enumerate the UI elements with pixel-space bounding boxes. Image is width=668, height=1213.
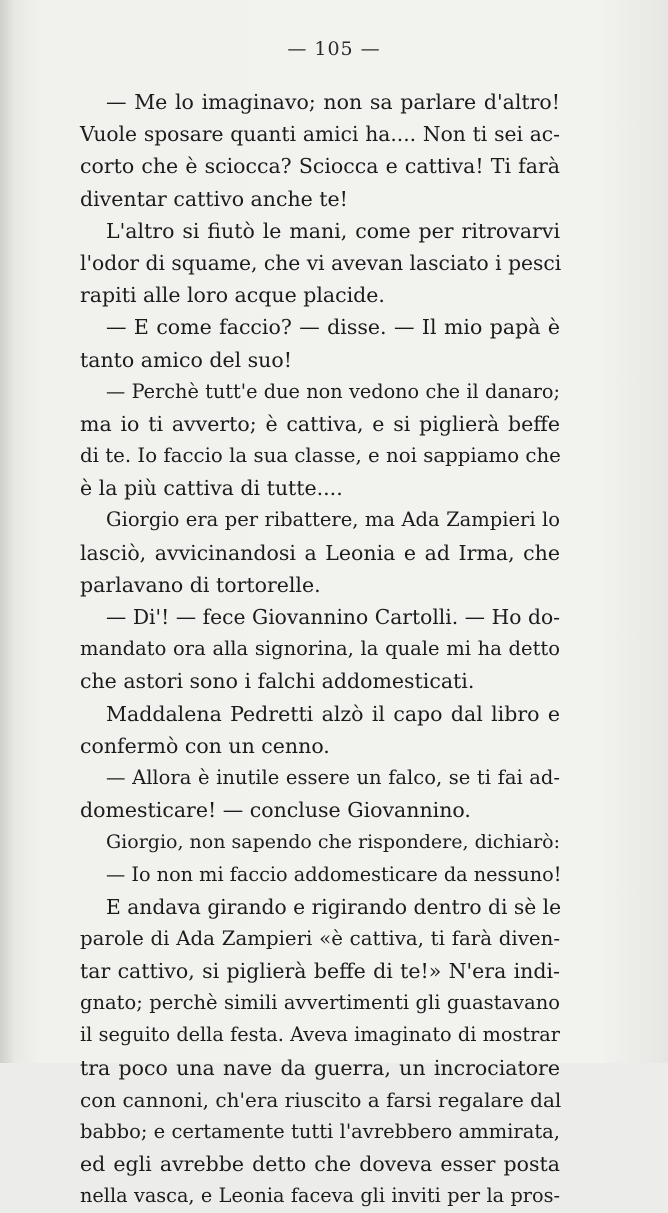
text-line: — Me lo imaginavo; non sa parlare d'altro! — [106, 90, 560, 114]
text-line: tra poco una nave da guerra, un incrociatore — [80, 1055, 560, 1080]
text-line: Vuole sposare quanti amici ha.... Non ti sei ac- — [80, 122, 560, 147]
text-line: — E come faccio? — disse. — Il mio papà è — [106, 315, 560, 340]
text-line: tar cattivo, si piglierà beffe di te!» N'era indi- — [80, 959, 560, 984]
text-line: con cannoni, ch'era riuscito a farsi regalare dal — [80, 1087, 562, 1112]
text-line: E andava girando e rigirando dentro di sè le — [106, 894, 562, 919]
text-line: confermò con un cenno. — [80, 733, 330, 758]
text-line: gnato; perchè simili avvertimenti gli guastavano — [80, 991, 560, 1015]
text-line: lasciò, avvicinandosi a Leonia e ad Irma, che — [80, 540, 560, 565]
text-line: che astori sono i falchi addomesticati. — [80, 669, 475, 694]
text-line: rapiti alle loro acque placide. — [80, 283, 385, 308]
text-line: domesticare! — concluse Giovannino. — [80, 798, 471, 823]
text-line: nella vasca, e Leonia faceva gli inviti per la pros- — [80, 1184, 560, 1208]
body-text — [80, 86, 560, 1213]
text-line: ma io ti avverto; è cattiva, e si piglierà beffe — [80, 411, 560, 436]
text-line: Maddalena Pedretti alzò il capo dal libro e — [106, 701, 560, 726]
text-line: — Perchè tutt'e due non vedono che il danaro; — [106, 379, 560, 403]
text-line: — Io non mi faccio addomesticare da nessuno! — [106, 862, 562, 886]
text-line: — Allora è inutile essere un falco, se ti fai ad- — [106, 765, 560, 789]
text-line: tanto amico del suo! — [80, 347, 292, 372]
text-line: è la più cattiva di tutte.... — [80, 476, 343, 501]
text-line: Giorgio, non sapendo che rispondere, dichiarò: — [106, 831, 561, 854]
text-line: babbo; e certamente tutti l'avrebbero ammirata, — [80, 1120, 560, 1143]
text-line: — Di'! — fece Giovannino Cartolli. — Ho do- — [106, 605, 560, 629]
text-line: di te. Io faccio la sua classe, e noi sappiamo che — [80, 444, 561, 468]
spine-shadow — [0, 0, 14, 1063]
text-line: ed egli avrebbe detto che doveva esser posta — [80, 1152, 560, 1177]
text-line: diventar cattivo anche te! — [80, 186, 348, 211]
text-line: Giorgio era per ribattere, ma Ada Zampieri lo — [106, 508, 560, 532]
page-number: — 105 — — [287, 38, 381, 60]
text-line: il seguito della festa. Aveva imaginato di mostrar — [80, 1023, 560, 1047]
text-line: corto che è sciocca? Sciocca e cattiva! Ti farà — [80, 154, 560, 179]
text-line: l'odor di squame, che vi avevan lasciato i pesci — [80, 250, 562, 275]
text-line: mandato ora alla signorina, la quale mi ha detto — [80, 637, 560, 661]
text-line: L'altro si fiutò le mani, come per ritrovarvi — [106, 218, 560, 243]
text-line: parole di Ada Zampieri «è cattiva, ti farà diven- — [80, 926, 560, 950]
text-line: parlavano di tortorelle. — [80, 572, 321, 597]
